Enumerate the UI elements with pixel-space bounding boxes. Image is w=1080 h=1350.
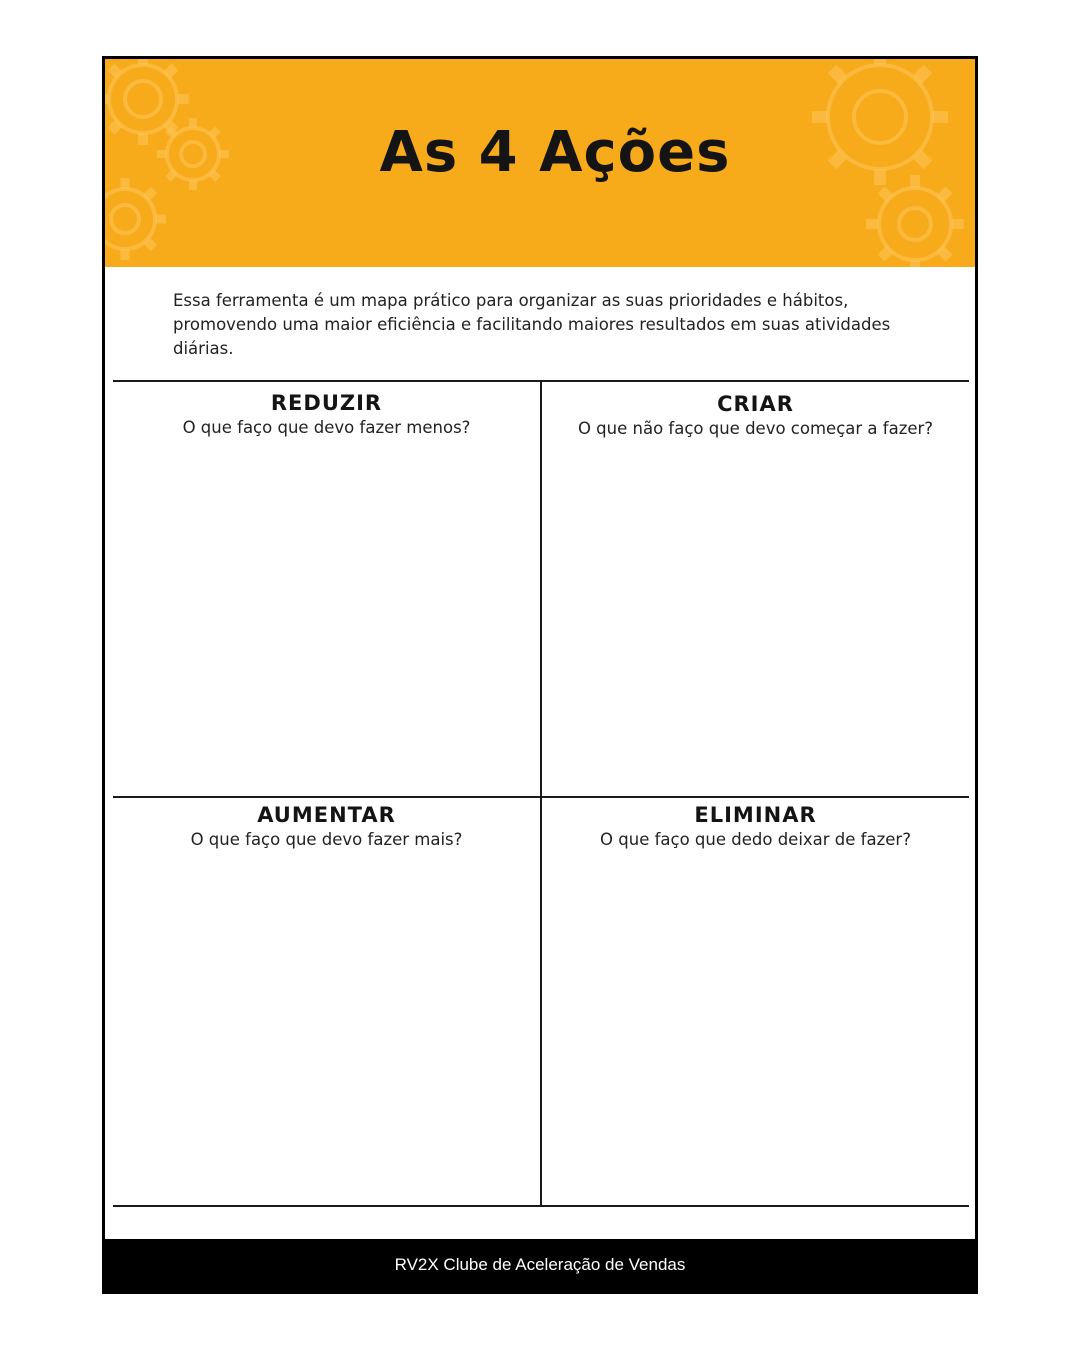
footer-text: RV2X Clube de Aceleração de Vendas [394,1255,686,1274]
quadrant-title: CRIAR [717,392,794,416]
quadrant-title: ELIMINAR [694,803,817,827]
quadrant-title: AUMENTAR [257,803,396,827]
grid-vertical-divider [540,380,542,1207]
four-actions-grid [113,380,969,1207]
quadrant-criar[interactable] [542,391,969,441]
quadrant-title: REDUZIR [270,391,383,415]
quadrant-question: O que não faço que devo começar a fazer? [577,419,934,438]
page-title: As 4 Ações [379,120,731,185]
header-banner [105,59,975,267]
quadrant-eliminar[interactable] [542,802,969,852]
worksheet-page [102,56,978,1294]
quadrant-reduzir[interactable] [113,390,540,440]
quadrant-question: O que faço que devo fazer mais? [190,830,463,849]
quadrant-aumentar[interactable] [113,802,540,852]
intro-text: Essa ferramenta é um mapa prático para organizar as suas prioridades e hábitos, promovendo uma maior eficiência e facilitando maiores resultados em suas atividades diárias. [173,291,891,358]
footer-bar [105,1239,975,1291]
quadrant-question: O que faço que dedo deixar de fazer? [600,830,911,849]
quadrant-question: O que faço que devo fazer menos? [182,418,471,437]
